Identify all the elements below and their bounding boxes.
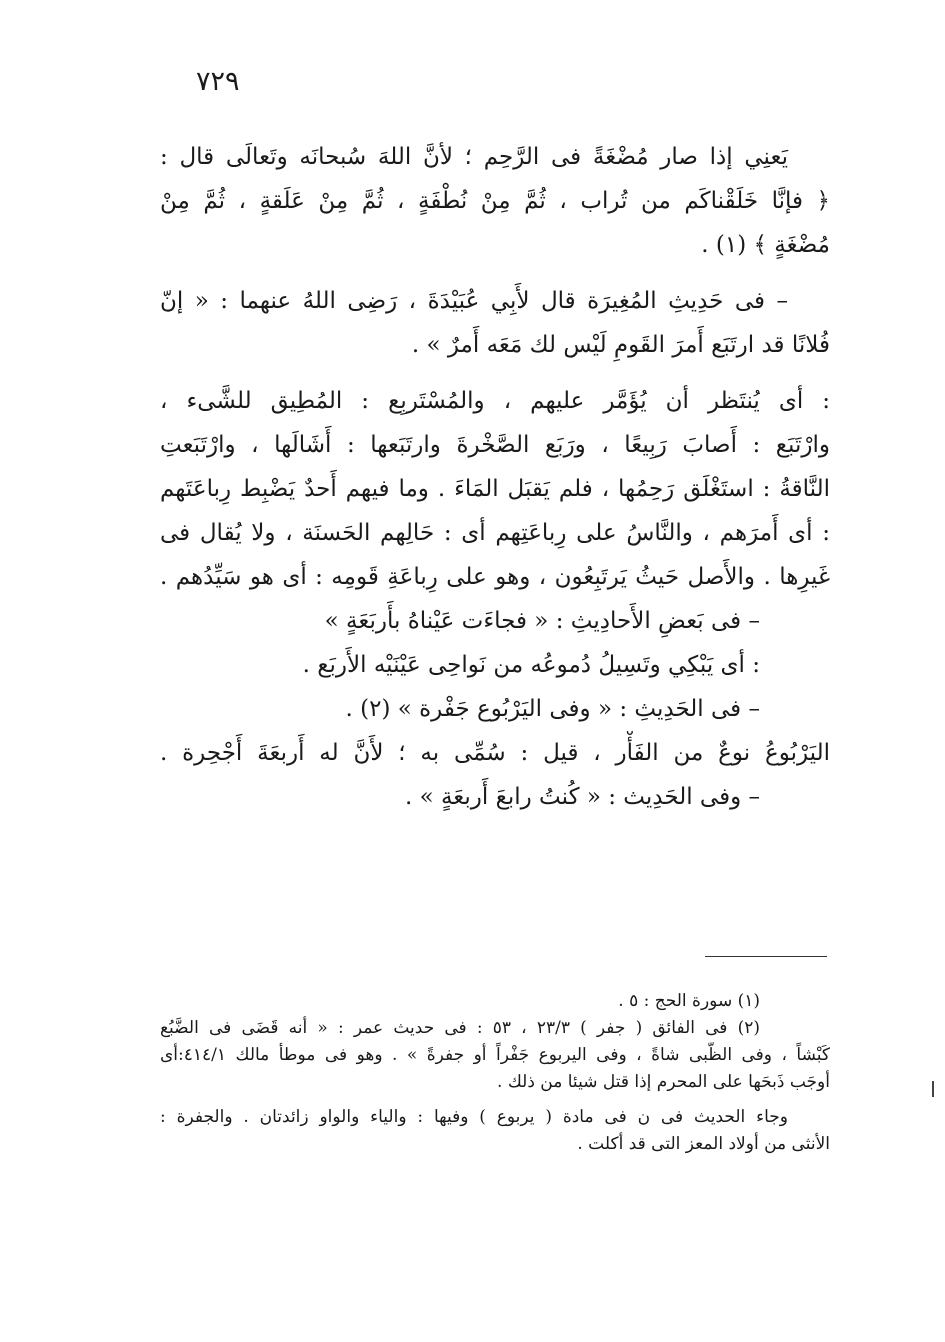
footnote-separator <box>705 956 827 957</box>
body-text <box>160 135 830 819</box>
text-line: يَعنِي إذا صار مُضْغَةً فى الرَّحِم ؛ لأنَّ اللهَ سُبحانَه وتَعالَى قال : <box>160 144 788 170</box>
footnote-line: الأنثى من أولاد المعز التى قد أكلت . <box>577 1134 830 1154</box>
text-line: : أى أَمرَهم ، والنَّاسُ على رِباعَتِهم أى : حَالِهم الحَسنَة ، ولا يُقال فى <box>160 520 830 546</box>
text-line: – فى حَدِيثِ المُغِيرَة قال لأَبِي عُبَيْدَةَ ، رَضِى اللهُ عنهما : « إنّ <box>160 288 788 314</box>
text-line: فُلانًا قد ارتَبَع أَمرَ القَومِ لَيْس لك مَعَه أَمرٌ » . <box>411 332 830 358</box>
text-line: غَيرِها . والأَصل حَيثُ يَرتَبِعُون ، وهو على رِباعَةِ قَومِه : أى هو سَيِّدُهم . <box>160 564 830 590</box>
text-line: : أى يَبْكِي وتَسِيلُ دُموعُه من نَواحِى عَيْنَيْه الأَربَع . <box>302 652 760 678</box>
footnote-line: وجاء الحديث فى ن فى مادة ( يربوع ) وفيها : والياء والواو زائدتان . والجفرة : <box>160 1107 788 1127</box>
text-line: – فى بَعضِ الأَحادِيثِ : « فجاءَت عَيْناهُ بأَربَعَةٍ » <box>324 608 760 634</box>
margin-mark <box>932 1081 934 1097</box>
footnote-line: كَبْشاً ، وفى الظَّبى شاةً ، وفى اليربوع جَفْراً أو جفرةً » . وهو فى موطأ مالك ٤١٤/١:أى <box>160 1045 830 1065</box>
text-line: اليَرْبُوعُ نوعٌ من الفَأْر ، قيل : سُمِّى به ؛ لأَنَّ له أَربعَةَ أَجْحِرة . <box>160 740 830 766</box>
text-line: وارْتَبَع : أَصابَ رَبِيعًا ، ورَبَع الصَّخْرةَ وارتَبَعها : أَشَالَها ، وارْتَبَعتِ <box>160 432 830 458</box>
footnotes <box>160 988 830 1158</box>
footnote-line: (١) سورة الحج : ٥ . <box>618 991 760 1011</box>
footnote-line: (٢) فى الفائق ( جفر ) ٢٣/٣ ، ٥٣ : فى حديث عمر : « أنه قَضَى فى الضَّبُع <box>160 1018 761 1038</box>
footnote-line: أوجَب ذَبحَها على المحرم إذا قتل شيئا من ذلك . <box>497 1072 830 1092</box>
text-line: – وفى الحَدِيث : « كُنتُ رابعَ أَربعَةٍ » . <box>404 784 760 810</box>
text-line: – فى الحَدِيثِ : « وفى اليَرْبُوع جَفْرة » (٢) . <box>345 696 760 722</box>
page-number: ٧٢٩ <box>196 66 240 97</box>
text-line: : أى يُنتَظر أن يُؤَمَّر عليهم ، والمُسْتَربِع : المُطِيق للشَّىء ، <box>160 388 830 414</box>
text-line: النَّاقةُ : استَغْلَق رَحِمُها ، فلم يَقبَل المَاءَ . وما فيهم أَحدٌ يَضْبِط رِباعَتَهم <box>160 476 830 502</box>
text-line: ﴿ فإنَّا خَلَقْناكَم من تُراب ، ثُمَّ مِنْ نُطْفَةٍ ، ثُمَّ مِنْ عَلَقةٍ ، ثُمَّ مِنْ <box>160 188 830 214</box>
text-line: مُضْغَةٍ ﴾ (١) . <box>701 232 830 258</box>
